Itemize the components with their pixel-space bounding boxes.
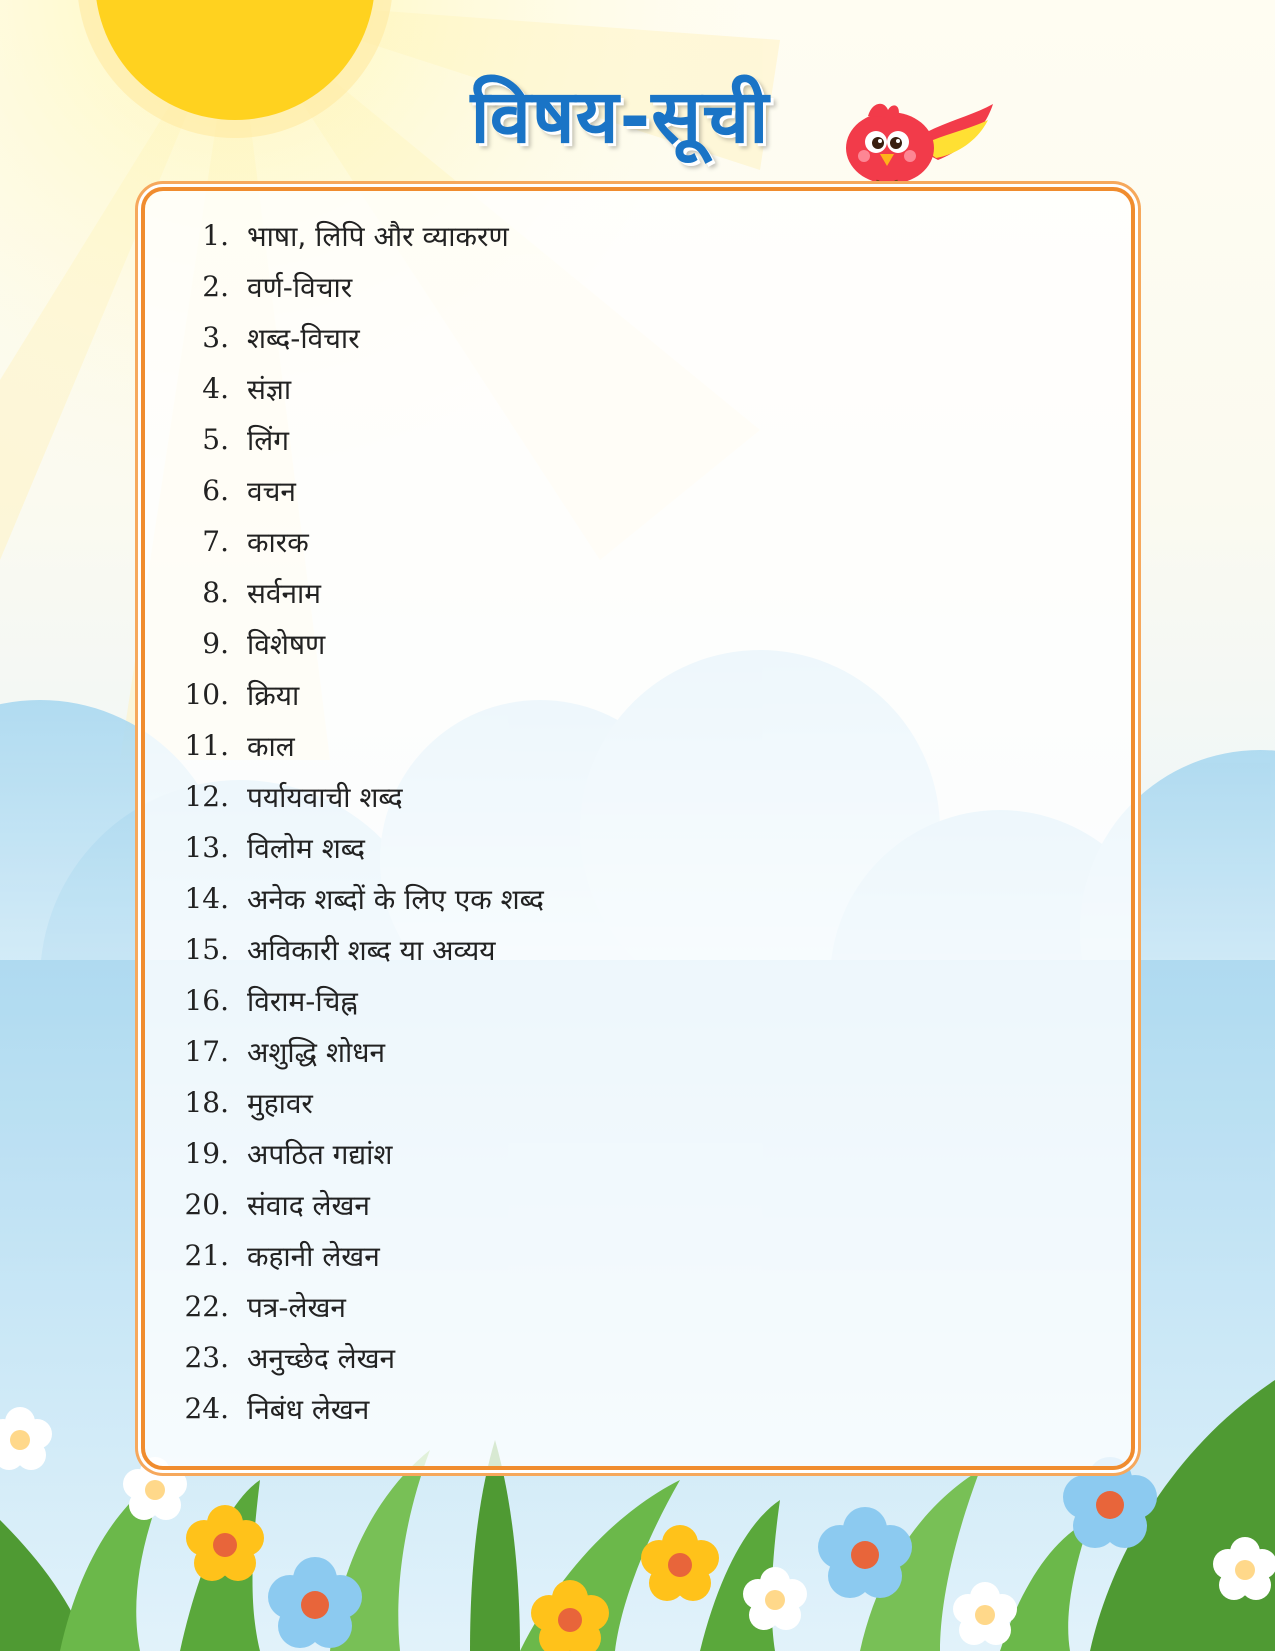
toc-item[interactable] <box>171 1026 544 1077</box>
toc-item-number: 2. <box>202 270 229 303</box>
toc-item[interactable] <box>171 720 544 771</box>
toc-item-title: विराम-चिह्न <box>247 984 358 1018</box>
toc-item-title: कहानी लेखन <box>247 1239 380 1273</box>
toc-item-number: 4. <box>202 372 229 405</box>
toc-item[interactable] <box>171 873 544 924</box>
toc-item-number: 12. <box>184 780 229 813</box>
toc-item-number: 19. <box>184 1137 229 1170</box>
toc-item-title: अपठित गद्यांश <box>247 1137 393 1171</box>
toc-item-title: अनुच्छेद लेखन <box>247 1341 396 1375</box>
toc-item-number: 20. <box>184 1188 229 1221</box>
toc-item-number: 16. <box>184 984 229 1017</box>
toc-item-title: काल <box>247 729 295 763</box>
toc-item-title: पर्यायवाची शब्द <box>247 780 403 814</box>
toc-item[interactable] <box>171 1332 544 1383</box>
toc-item[interactable] <box>171 618 544 669</box>
toc-item-number: 21. <box>184 1239 229 1272</box>
toc-item-number: 10. <box>184 678 229 711</box>
toc-item[interactable] <box>171 1179 544 1230</box>
toc-item-number: 17. <box>184 1035 229 1068</box>
toc-item-number: 18. <box>184 1086 229 1119</box>
toc-item-number: 23. <box>184 1341 229 1374</box>
toc-item[interactable] <box>171 975 544 1026</box>
toc-item[interactable] <box>171 516 544 567</box>
toc-item[interactable] <box>171 1128 544 1179</box>
toc-item-number: 13. <box>184 831 229 864</box>
toc-item-title: शब्द-विचार <box>247 321 360 355</box>
toc-item-number: 15. <box>184 933 229 966</box>
toc-item-title: संवाद लेखन <box>247 1188 370 1222</box>
toc-item[interactable] <box>171 465 544 516</box>
bird-icon <box>838 96 1000 192</box>
toc-item-title: मुहावर <box>247 1086 313 1120</box>
toc-item-number: 11. <box>184 729 229 762</box>
toc-item-title: वचन <box>247 474 296 508</box>
toc-list <box>171 210 544 1434</box>
contents-panel <box>141 187 1135 1470</box>
toc-item[interactable] <box>171 312 544 363</box>
toc-item-number: 9. <box>202 627 229 660</box>
page-title: विषय-सूची <box>470 74 770 160</box>
toc-item-number: 1. <box>202 219 229 252</box>
toc-item[interactable] <box>171 1383 544 1434</box>
toc-item-title: कारक <box>247 525 309 559</box>
toc-item-title: संज्ञा <box>247 372 292 406</box>
toc-item[interactable] <box>171 210 544 261</box>
toc-item[interactable] <box>171 924 544 975</box>
toc-item-number: 22. <box>184 1290 229 1323</box>
toc-item-number: 8. <box>202 576 229 609</box>
toc-item[interactable] <box>171 1230 544 1281</box>
toc-item-title: क्रिया <box>247 678 300 712</box>
toc-item[interactable] <box>171 567 544 618</box>
toc-item-title: निबंध लेखन <box>247 1392 370 1426</box>
toc-item-title: अविकारी शब्द या अव्यय <box>247 933 496 967</box>
toc-item-title: अनेक शब्दों के लिए एक शब्द <box>247 882 544 916</box>
toc-item-number: 5. <box>202 423 229 456</box>
toc-item[interactable] <box>171 771 544 822</box>
toc-item-number: 14. <box>184 882 229 915</box>
toc-item-title: सर्वनाम <box>247 576 322 610</box>
toc-item[interactable] <box>171 363 544 414</box>
toc-item-title: वर्ण-विचार <box>247 270 353 304</box>
toc-item[interactable] <box>171 1281 544 1332</box>
toc-item-title: लिंग <box>247 423 290 457</box>
toc-item-number: 7. <box>202 525 229 558</box>
toc-item[interactable] <box>171 1077 544 1128</box>
toc-item[interactable] <box>171 822 544 873</box>
toc-item-title: अशुद्धि शोधन <box>247 1035 386 1069</box>
toc-item[interactable] <box>171 261 544 312</box>
toc-item-title: पत्र-लेखन <box>247 1290 346 1324</box>
toc-item-title: विलोम शब्द <box>247 831 365 865</box>
toc-item[interactable] <box>171 414 544 465</box>
toc-item-number: 6. <box>202 474 229 507</box>
toc-item-number: 3. <box>202 321 229 354</box>
toc-item-number: 24. <box>184 1392 229 1425</box>
toc-item[interactable] <box>171 669 544 720</box>
toc-item-title: विशेषण <box>247 627 326 661</box>
toc-item-title: भाषा, लिपि और व्याकरण <box>247 219 509 253</box>
